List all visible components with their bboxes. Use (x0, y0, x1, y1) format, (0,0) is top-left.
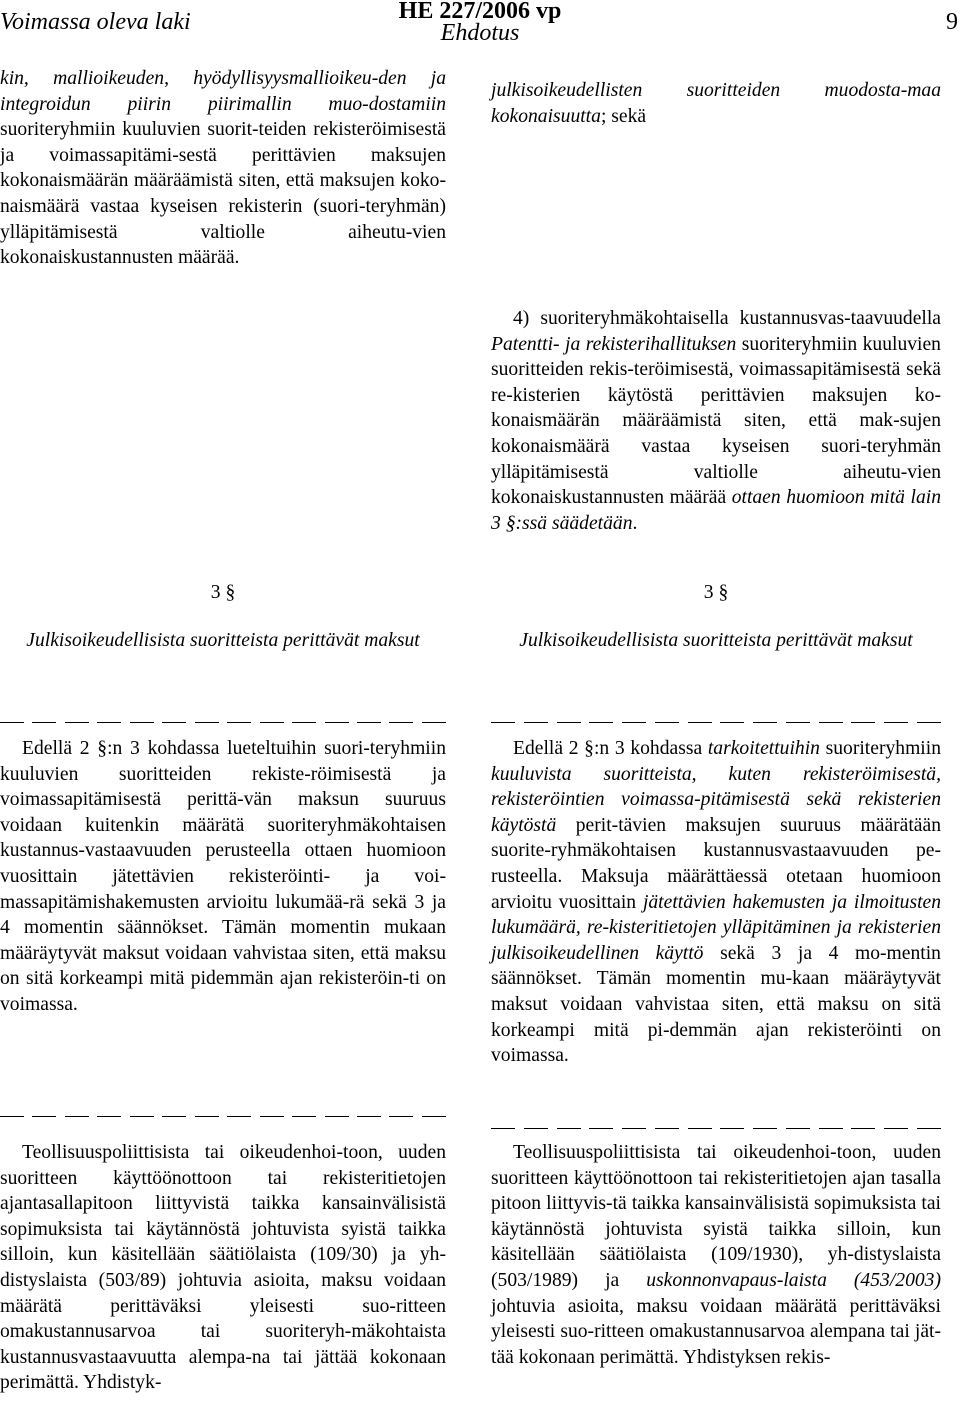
text-run: suoriteryhmiin kuuluvien suoritteiden rekis-teröimisestä, voimassapitämisestä sekä re-kisterien käytöstä perittävien maksujen ko-konaismäärän määräämistä siten, että mak-sujen kokonaismäärä vastaa kyseisen suori-teryhmän ylläpitämisestä valtiolle aiheutu-vien kokonaiskustannusten määrää (491, 333, 941, 509)
text-run: suoriteryhmiin (819, 738, 941, 759)
right-column-intro (491, 78, 941, 129)
text-run: ottaen huomioon mitä lain 3 §:ssä säädetään (491, 487, 941, 534)
left-paragraph-2: Teollisuuspoliittisista tai oikeudenhoi-toon, uuden suoritteen käyttöönottoon tai rekisteritietojen ajantasallapitoon liittyvistä taikka kansainvälisistä sopimuksista tai käytännöstä johtuvista syistä taikka silloin, kun käsitellään säätiölaista (109/30) ja yh-distyslaista (503/89) johtuvia asioita, maksu voidaan määrätä perittäväksi yleisesti suo-ritteen omakustannusarvoa tai suoriteryh-mäkohtaista kustannusvastaavuutta alempa-na tai jättää kokonaan perimättä. Yhdistyk- (0, 1142, 446, 1394)
text-run: Patentti- ja rekisterihallituksen (491, 333, 737, 355)
text-run: suoriteryhmiin kuuluvien suorit-teiden rekisteröimisestä ja voimassapitämi-sestä perittävien maksujen kokonaismäärän määräämistä siten, että maksujen koko-naismäärä vastaa kyseisen rekisterin (suori-teryhmän) ylläpitämisestä valtiolle aiheutu-vien kokonaiskustannusten määrää. (0, 119, 446, 269)
text-run: Edellä 2 §:n 3 kohdassa (513, 738, 708, 759)
right-column-tail (491, 1140, 941, 1370)
left-paragraph-1: Edellä 2 §:n 3 kohdassa lueteltuihin suori-teryhmiin kuuluvien suoritteiden rekiste-röimisestä ja voimassapitämisestä perittä-vän maksun suuruus voidaan kuitenkin määrätä suoriteryhmäkohtaisen kustannus-vastaavuuden perusteella ottaen huomioon vuosittain jätettävien rekisteröinti- ja voi-massapitämishakemusten arvioitu lukumää-rä sekä 3 ja 4 momentin säännökset. Tämän momentin mukaan määräytyvät maksut voidaan vahvistaa siten, että maksu on sitä korkeampi mitä pidemmän ajan rekisteröin-ti on voimassa. (0, 738, 446, 1015)
right-column-body (491, 736, 941, 1069)
left-column-section (0, 580, 446, 653)
right-column-item4 (491, 306, 941, 536)
text-run: julkisoikeudellisten suoritteiden muodosta-maa kokonaisuutta (491, 80, 941, 127)
text-run: johtuvia asioita, maksu voidaan määrätä perittäväksi yleisesti suo-ritteen omakustannusarvoa alempana tai jät-tää kokonaan perimättä. Yhdistyksen rekis- (491, 1295, 941, 1368)
left-omission-dashes-2 (0, 1116, 458, 1117)
right-section-title: Julkisoikeudellisista suoritteista perittävät maksut (519, 629, 913, 651)
text-run: jätettävien hakemusten ja ilmoitusten lukumäärä, re-kisteritietojen ylläpitäminen ja rekisterien julkisoikeudellinen käyttö (491, 891, 942, 964)
left-column-tail (0, 1140, 446, 1396)
header-center (399, 0, 562, 44)
page-number: 9 (946, 9, 958, 35)
right-section-number: 3 § (703, 582, 729, 603)
right-omission-dashes-2 (491, 1128, 953, 1129)
left-omission-dashes-1 (0, 722, 458, 723)
text-run: 4) suoriteryhmäkohtaisella kustannusvas-taavuudella (513, 308, 941, 329)
text-run: kuuluvista suoritteista, kuten rekisteröimisestä, rekisteröintien voimassa-pitämisestä sekä rekisterien käytöstä (491, 763, 941, 836)
left-column-body (0, 736, 446, 1018)
proposal-label: Ehdotus (440, 20, 520, 46)
header-current-law-label: Voimassa oleva laki (0, 9, 191, 35)
right-omission-dashes-1 (491, 722, 953, 723)
document-id: HE 227/2006 vp (398, 0, 562, 24)
text-run: . (632, 512, 638, 534)
right-column-section (491, 580, 941, 653)
left-intro-paragraph (0, 66, 446, 271)
right-intro-paragraph (491, 78, 941, 129)
text-run: sekä 3 ja 4 mo-mentin säännökset. Tämän momentin mu-kaan määräytyvät maksut voidaan vahvistaa siten, että maksu on sitä korkeampi mitä pi-demmän ajan rekisteröinti on voimassa. (491, 942, 941, 1067)
text-run: tarkoitettuihin (707, 738, 820, 759)
text-run: kin, mallioikeuden, hyödyllisyysmallioikeu-den ja integroidun piirin piirimallin muo-dostamiin (0, 68, 446, 115)
right-item-4-paragraph (491, 306, 941, 536)
right-paragraph-1 (491, 736, 941, 1069)
right-paragraph-2 (491, 1140, 941, 1370)
text-run: uskonnonvapaus-laista (453/2003) (646, 1269, 941, 1291)
text-run: Teollisuuspoliittisista tai oikeudenhoi-toon, uuden suoritteen käyttöönottoon tai rekisteritietojen ajan tasalla pitoon liittyvis-tä taikka kansainvälisistä sopimuksista tai käytännöstä johtuvista syistä taikka silloin, kun käsitellään säätiölaista (109/1930), yh-distyslaista (503/1989) ja (491, 1142, 941, 1291)
text-run: ; sekä (600, 105, 647, 127)
text-run: perit-tävien maksujen suuruus määrätään suorite-ryhmäkohtaisen kustannusvastaavuuden pe-rusteella. Maksuja määrättäessä otetaan huomioon arvioitu vuosittain (491, 814, 941, 913)
left-column-intro (0, 66, 446, 271)
left-section-title: Julkisoikeudellisista suoritteista perittävät maksut (26, 629, 420, 651)
left-section-number: 3 § (210, 582, 236, 603)
